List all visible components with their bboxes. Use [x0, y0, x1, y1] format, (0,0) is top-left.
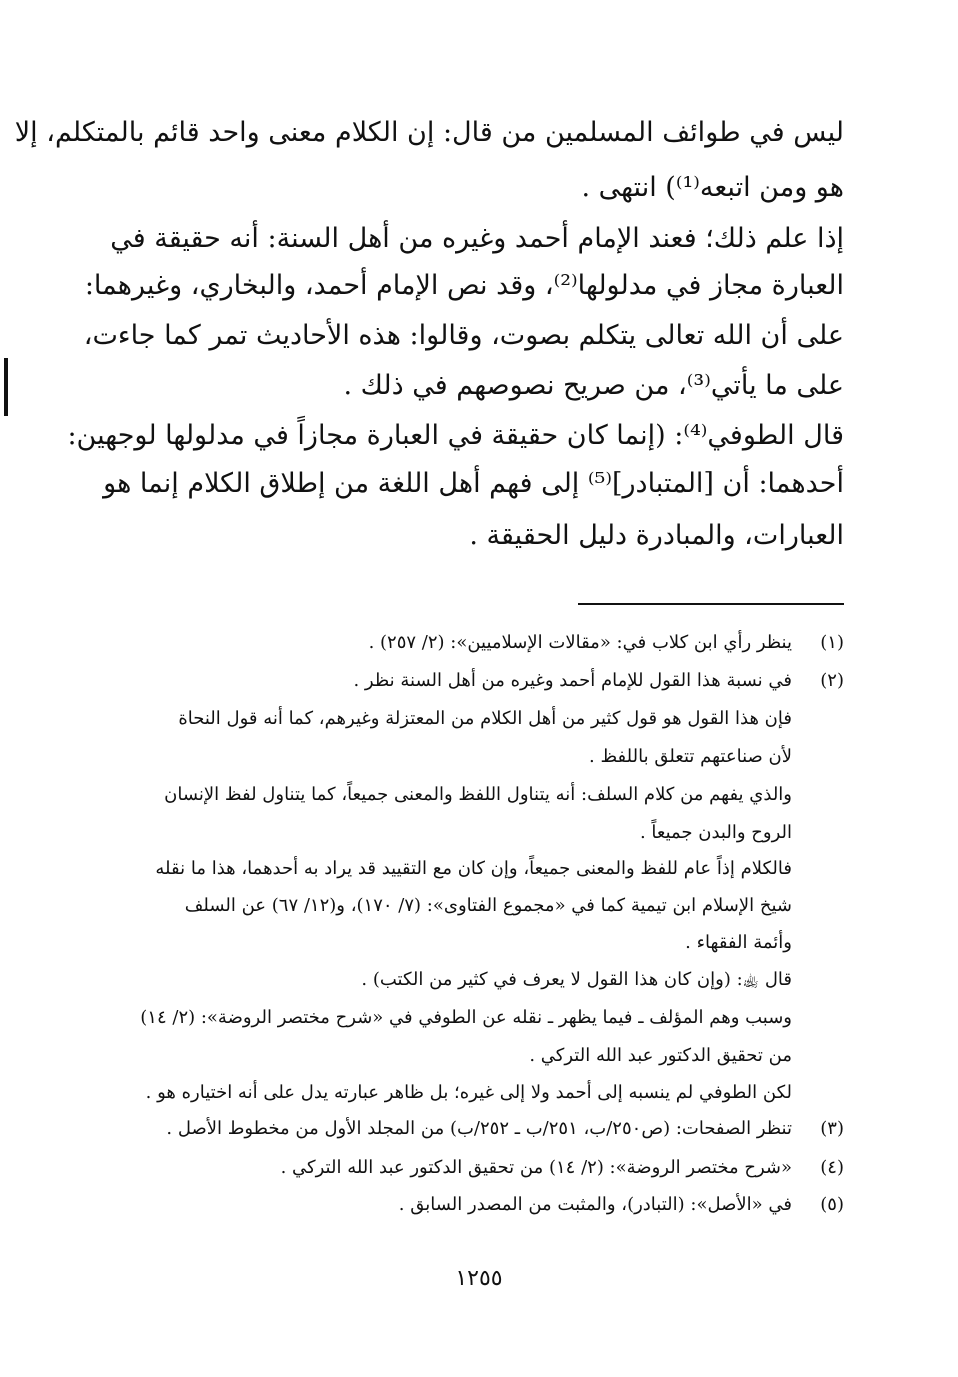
footnote-2-line-1: في نسبة هذا القول للإمام أحمد وغيره من أهل السنة نظر . — [353, 670, 792, 691]
body-line-3: إذا علم ذلك؛ فعند الإمام أحمد وغيره من أهل السنة: أنه حقيقة في — [110, 223, 844, 254]
page-number: ١٢٥٥ — [455, 1266, 503, 1291]
footnote-2-line-10: وسبب وهم المؤلف ـ فيما يظهر ـ نقله عن الطوفي في «شرح مختصر الروضة»: (٢/ ١٤) — [140, 1007, 792, 1028]
footnote-2-line-3: لأن صناعتهم تتعلق باللفظ . — [589, 746, 792, 767]
footnote-number-4: (٤) — [820, 1157, 844, 1178]
body-line-8: أحدهما: أن [المتبادر]⁽⁵⁾ إلى فهم أهل اللغة من إطلاق الكلام إنما هو — [103, 468, 844, 499]
footnote-4: «شرح مختصر الروضة»: (٢/ ١٤) من تحقيق الدكتور عبد الله التركي . — [280, 1157, 792, 1178]
footnote-1: ينظر رأي ابن كلاب في: «مقالات الإسلاميين»: (٢/ ٢٥٧) . — [368, 632, 792, 653]
footnote-separator — [578, 603, 844, 605]
footnote-2-line-7: شيخ الإسلام ابن تيمية كما في «مجموع الفتاوى»: (٧/ ١٧٠)، و(١٢/ ٦٧) عن السلف — [184, 895, 792, 916]
body-line-7: قال الطوفي⁽⁴⁾: (إنما كان حقيقة في العبارة مجازاً في مدلولها لوجهين: — [67, 420, 844, 451]
footnote-2-line-5: الروح والبدن جميعاً . — [639, 822, 792, 843]
footnote-3: تنظر الصفحات: (ص٢٥٠/ب، ٢٥١/ب ـ ٢٥٢/ب) من المجلد الأول من مخطوط الأصل . — [166, 1118, 792, 1139]
footnote-number-5: (٥) — [820, 1194, 844, 1215]
footnote-number-2: (٢) — [820, 670, 844, 691]
footnote-number-1: (١) — [820, 632, 844, 653]
body-line-4: العبارة مجاز في مدلولها⁽²⁾، وقد نص الإمام أحمد، والبخاري، وغيرهما: — [84, 270, 844, 301]
footnote-5: في «الأصل»: (التبادر)، والمثبت من المصدر السابق . — [398, 1194, 792, 1215]
body-line-6: على ما يأتي⁽³⁾، من صريح نصوصهم في ذلك . — [343, 370, 844, 401]
footnote-2-line-6: فالكلام إذاً عام للفظ والمعنى جميعاً، وإن كان مع التقييد قد يراد به أحدهما، هذا ما نقله — [155, 858, 792, 879]
footnote-2-line-9: قال ﵀: (وإن كان هذا القول لا يعرف في كثير من الكتب) . — [361, 969, 792, 990]
body-line-1: ليس في طوائف المسلمين من قال: إن الكلام معنى واحد قائم بالمتكلم، إلا — [14, 117, 844, 148]
footnote-2-line-4: والذي يفهم من كلام السلف: أنه يتناول اللفظ والمعنى جميعاً، كما يتناول لفظ الإنسان — [164, 784, 792, 805]
body-line-5: على أن الله تعالى يتكلم بصوت، وقالوا: هذه الأحاديث تمر كما جاءت، — [83, 320, 844, 351]
footnote-2-line-12: لكن الطوفي لم ينسبه إلى أحمد ولا إلى غيره؛ بل ظاهر عبارته يدل على أنه اختياره هو . — [145, 1082, 792, 1103]
body-line-2: هو ومن اتبعه⁽¹⁾) انتهى . — [581, 172, 844, 203]
footnote-2-line-11: من تحقيق الدكتور عبد الله التركي . — [529, 1045, 792, 1066]
scan-edge-mark — [4, 358, 8, 416]
body-line-9: العبارات، والمبادرة دليل الحقيقة . — [469, 520, 844, 551]
footnote-2-line-8: وأئمة الفقهاء . — [685, 932, 792, 953]
footnote-number-3: (٣) — [820, 1118, 844, 1139]
footnote-2-line-2: فإن هذا القول هو قول كثير من أهل الكلام من المعتزلة وغيرهم، كما أنه قول النحاة — [178, 708, 792, 729]
